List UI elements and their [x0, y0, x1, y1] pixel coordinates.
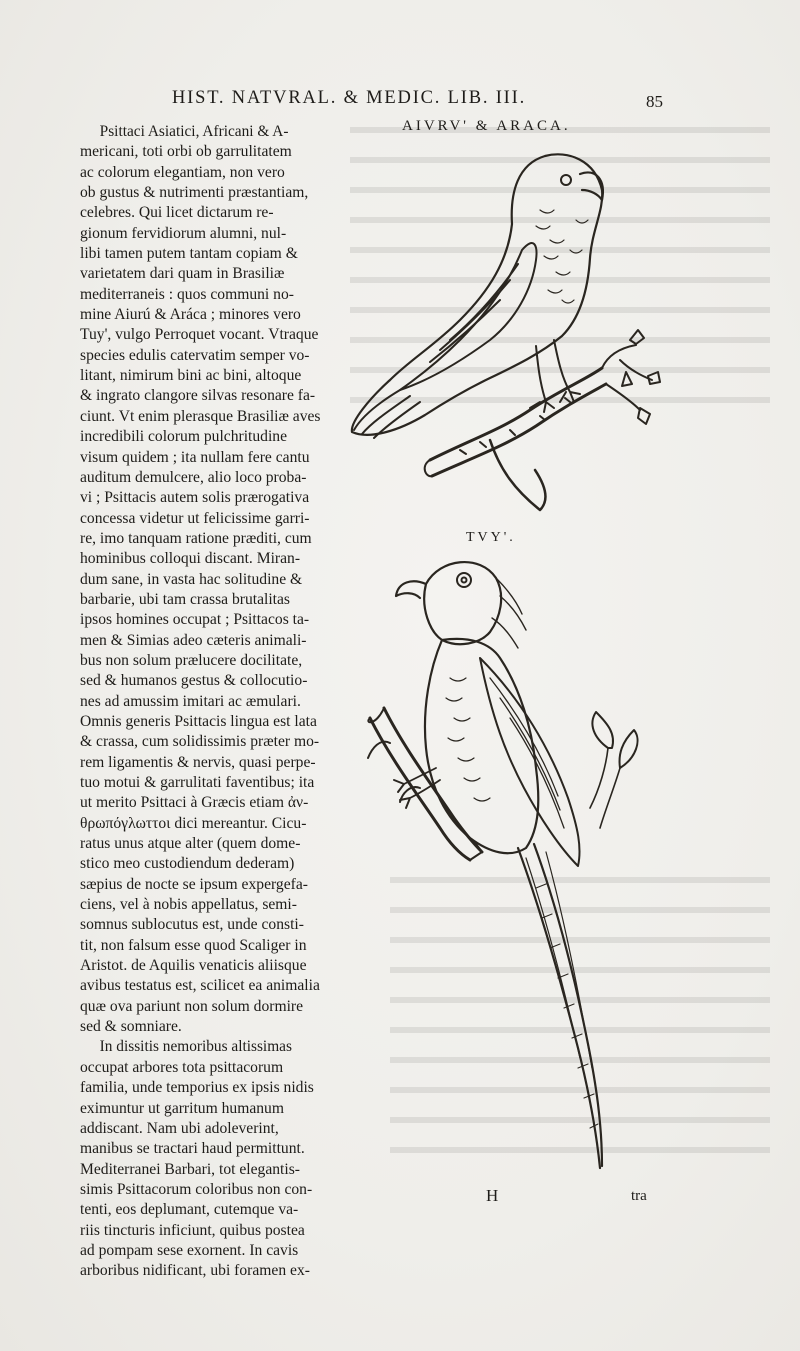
text-line: concessa videtur ut felicissime garri- [80, 509, 310, 527]
text-line: familia, unde temporius ex ipsis nidis [80, 1079, 314, 1097]
text-line: libi tamen putem tantam copiam & [80, 245, 298, 263]
text-line: bus non solum prælucere docilitate, [80, 651, 303, 669]
text-line: tuo motui & garrulitati faventibus; ita [80, 774, 315, 791]
text-line: stico meo custodiendum dederam) [80, 855, 295, 873]
text-line: Mediterranei Barbari, tot elegantis- [80, 1160, 300, 1178]
text-line: litant, nimirum bini ac bini, altoque [80, 367, 302, 385]
text-line: nes ad amussim imitari ac æmulari. [80, 692, 301, 710]
body-text-column [80, 122, 332, 1282]
text-line: men & Simias adeo cæteris animali- [80, 631, 307, 649]
text-line: ciens, vel à nobis appellatus, semi- [80, 896, 297, 914]
text-line: hominibus colloqui discant. Miran- [80, 550, 301, 568]
text-line: θρωπόγλωττοι dici mereantur. Cicu- [80, 814, 307, 832]
text-line: tit, non falsum esse quod Scaliger in [80, 936, 307, 954]
signature-mark: H [486, 1186, 499, 1205]
text-line: tenti, eos deplumant, cutemque va- [80, 1201, 299, 1219]
text-line: Tuy', vulgo Perroquet vocant. Vtraque [80, 326, 319, 344]
text-line: ipsos homines occupat ; Psittacos ta- [80, 611, 310, 629]
text-line: celebres. Qui licet dictarum re- [80, 204, 274, 222]
text-line: auditum demulcere, alio loco proba- [80, 468, 307, 486]
text-line: mine Aiurú & Aráca ; minores vero [80, 306, 301, 324]
parrot-woodcut-top [340, 140, 670, 520]
text-line: varietatem dari quam in Brasiliæ [80, 265, 285, 283]
text-line: dum sane, in vasta hac solitudine & [80, 570, 303, 588]
text-line: Psittaci Asiatici, Africani & A- [99, 123, 289, 140]
text-line: ob gustus & nutrimenti præstantiam, [80, 184, 309, 202]
text-line: Aristot. de Aquilis venaticis aliisque [80, 957, 307, 975]
text-line: sæpius de nocte se ipsum expergefa- [80, 875, 308, 893]
figure-caption-bottom: TVY'. [466, 530, 516, 545]
page-number: 85 [646, 92, 663, 111]
text-line: vi ; Psittacis autem solis prærogativa [80, 489, 310, 507]
catchword: tra [631, 1188, 647, 1204]
text-line: species edulis catervatim semper vo- [80, 346, 310, 364]
text-line: ratus unus atque alter (quem dome- [80, 835, 301, 853]
text-line: mericani, toti orbi ob garrulitatem [80, 143, 292, 161]
text-line: quæ ova pariunt non solum dormire [80, 997, 304, 1015]
text-line: incredibili colorum pulchritudine [80, 428, 287, 446]
text-line: ut merito Psittaci à Græcis etiam ἀν- [80, 794, 309, 812]
text-line: ac colorum elegantiam, non vero [80, 163, 285, 181]
text-line: sed & somniare. [80, 1018, 182, 1036]
text-line: occupat arbores tota psittacorum [80, 1058, 284, 1076]
text-line: gionum fervidiorum alumni, nul- [80, 224, 287, 242]
text-line: addiscant. Nam ubi adoleverint, [80, 1119, 279, 1137]
text-line: arboribus nidificant, ubi foramen ex- [80, 1262, 310, 1280]
text-line: barbarie, ubi tam crassa brutalitas [80, 590, 290, 608]
figure-caption-top: AIVRV' & ARACA. [402, 118, 571, 134]
text-line: ciunt. Vt enim plerasque Brasiliæ aves [80, 407, 321, 425]
text-line: Omnis generis Psittacis lingua est lata [80, 712, 317, 730]
text-line: ad pompam sese exornent. In cavis [80, 1241, 299, 1259]
text-line: rem ligamentis & nervis, quasi perpe- [80, 753, 316, 771]
text-line: riis tincturis inficiunt, quibus postea [80, 1221, 305, 1239]
running-title: HIST. NATVRAL. & MEDIC. LIB. III. [172, 88, 526, 108]
text-line: simis Psittacorum coloribus non con- [80, 1180, 313, 1198]
text-line: avibus testatus est, scilicet ea animalia [80, 977, 320, 995]
text-line: In dissitis nemoribus altissimas [99, 1038, 292, 1056]
text-line: & ingrato clangore silvas resonare fa- [80, 387, 316, 405]
text-line: eximuntur ut garritum humanum [80, 1099, 284, 1117]
macaw-woodcut-bottom [350, 548, 650, 1178]
text-line: sed & humanos gestus & collocutio- [80, 672, 308, 690]
text-line: somnus sublocutus est, unde consti- [80, 916, 304, 934]
text-line: visum quidem ; ita nullam fere cantu [80, 448, 310, 466]
text-line: manibus se tractari haud permittunt. [80, 1140, 305, 1158]
text-line: & crassa, cum solidissimis præter mo- [80, 733, 320, 751]
text-line: re, imo tanquam ratione præditi, cum [80, 529, 312, 547]
text-line: mediterraneis : quos communi no- [80, 285, 294, 303]
